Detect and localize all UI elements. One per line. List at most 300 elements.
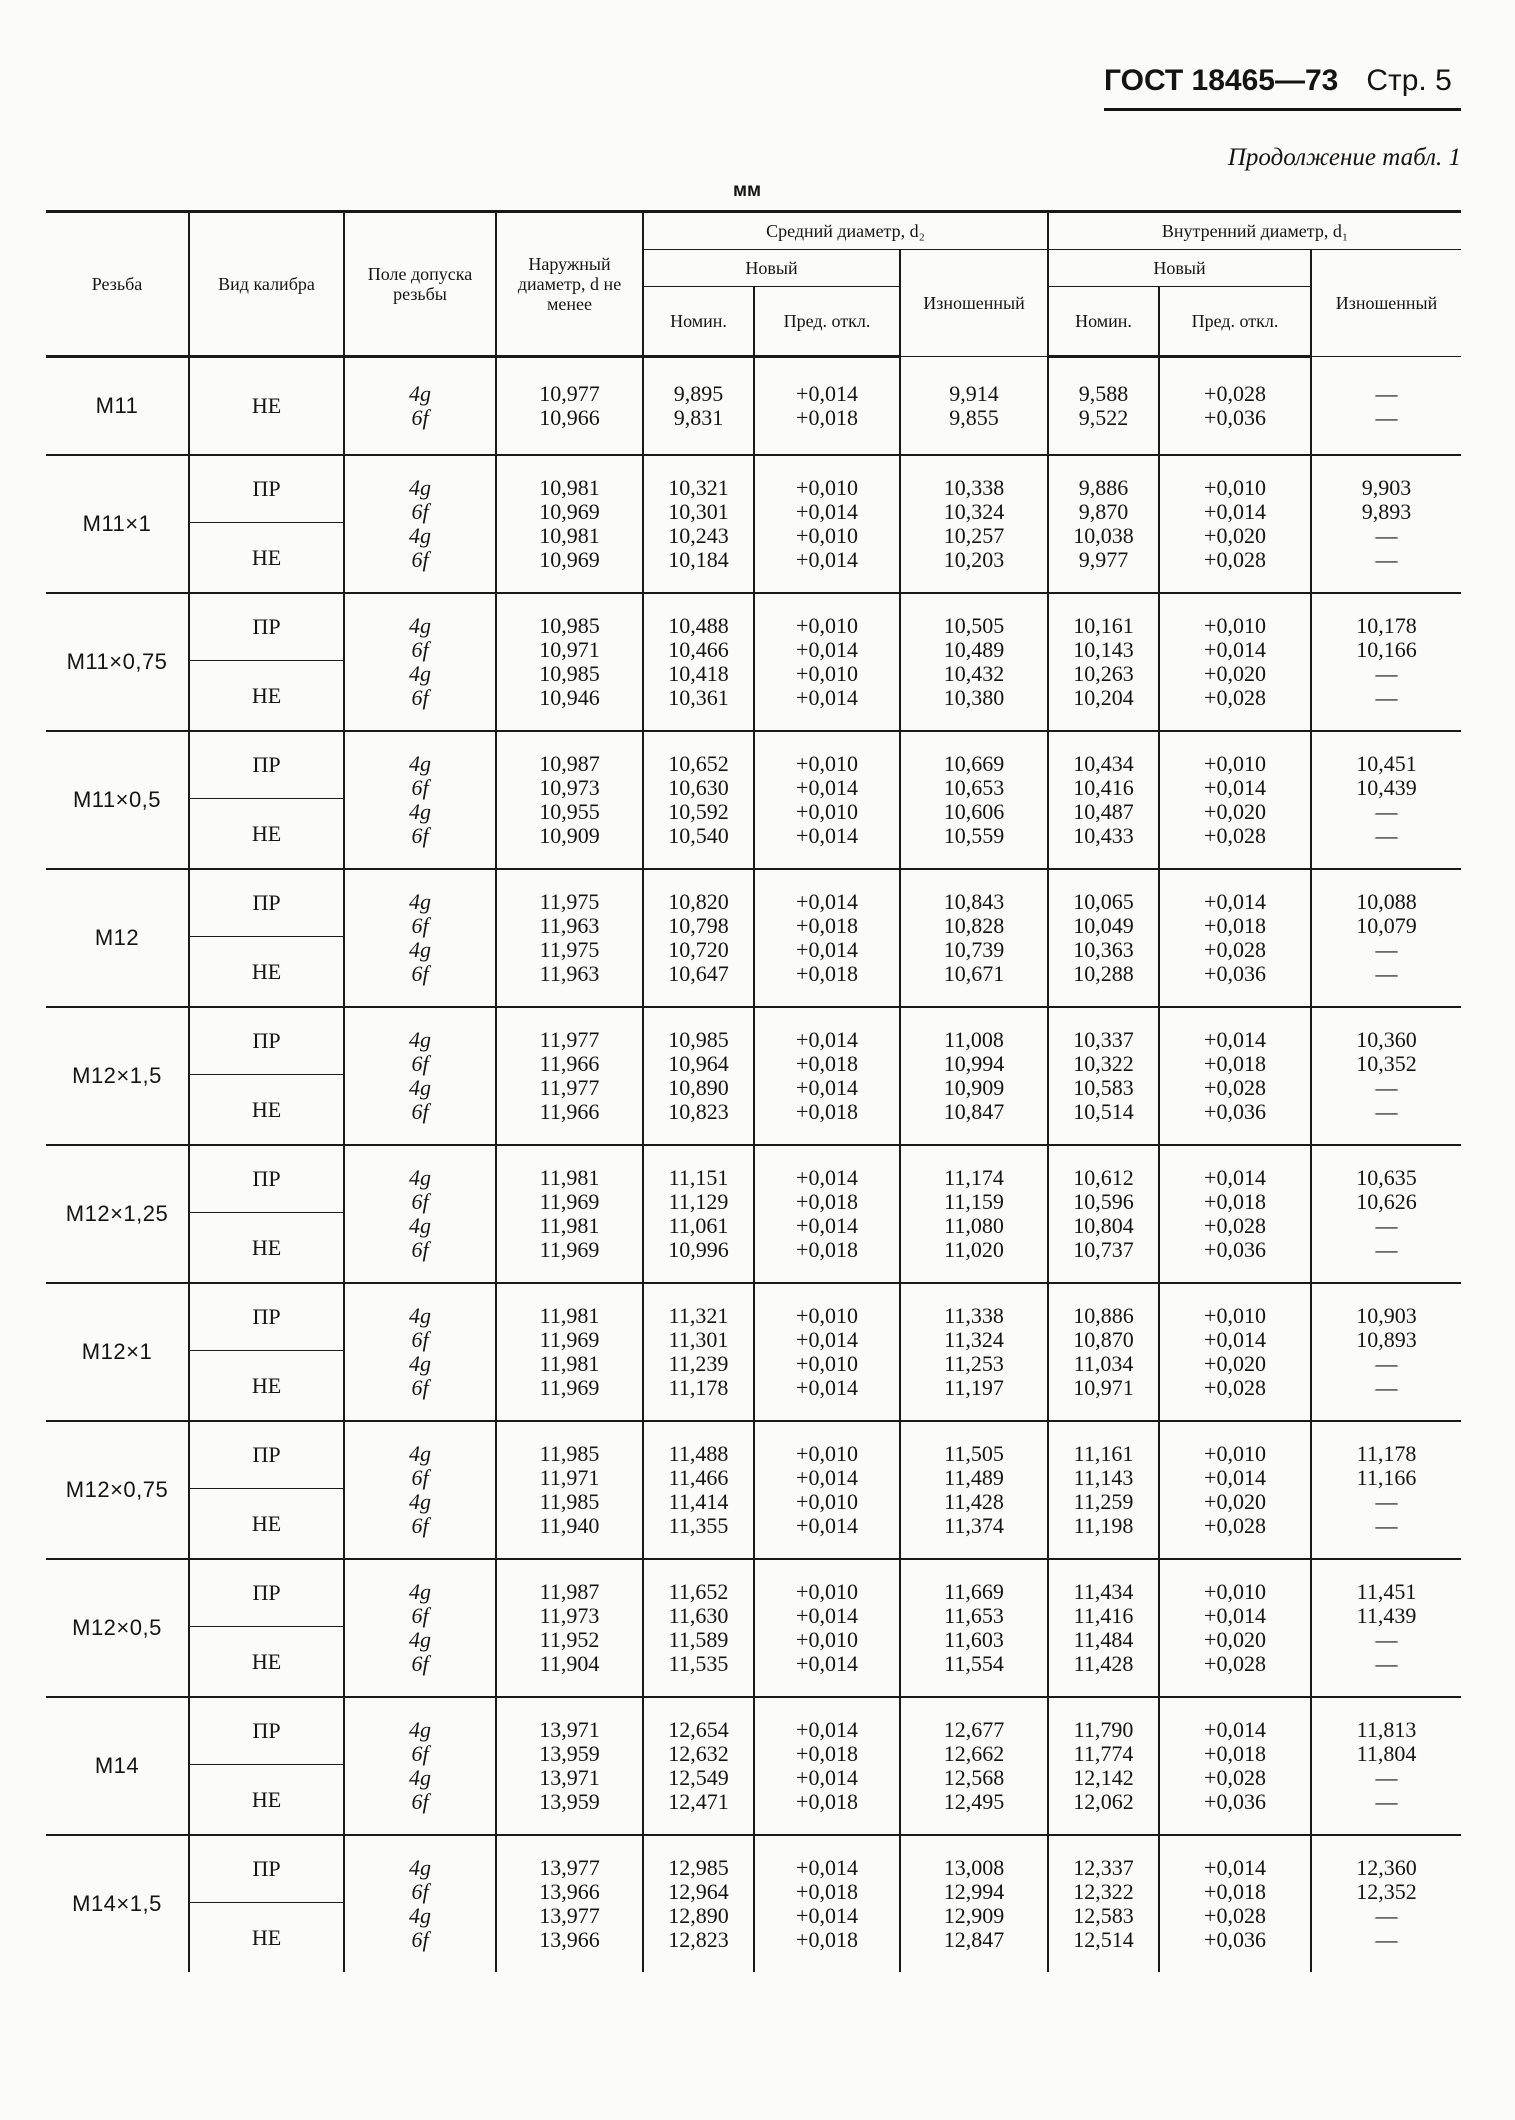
table-cell-value: 10,973 <box>539 775 600 800</box>
gauge-kind: ПР <box>189 1145 344 1213</box>
table-cell-value: — <box>1375 1627 1398 1652</box>
table-cell-value: 11,355 <box>668 1513 729 1538</box>
table-cell-value: 11,416 <box>1073 1603 1134 1628</box>
table-cell-value: 4g <box>409 1213 431 1238</box>
table-cell-value: 13,971 <box>539 1765 600 1790</box>
table-cell-value: +0,018 <box>796 405 858 430</box>
table-cell-value: +0,020 <box>1204 1489 1266 1514</box>
table-cell-value: 11,981 <box>539 1351 600 1376</box>
table-cell-value: 10,964 <box>668 1051 729 1076</box>
minor-nominal-values <box>1048 357 1159 456</box>
pitch-deviation-values <box>754 1835 900 1972</box>
table-cell-value: — <box>1375 823 1398 848</box>
table-cell-value: +0,010 <box>796 1489 858 1514</box>
table-cell-value: 11,975 <box>539 937 600 962</box>
table-cell-value: +0,014 <box>796 499 858 524</box>
table-cell-value: 10,540 <box>668 823 729 848</box>
table-cell-value: 11,338 <box>944 1303 1004 1328</box>
table-cell-value: 10,798 <box>668 913 729 938</box>
table-cell-value: 11,439 <box>1356 1603 1417 1628</box>
tolerance-values <box>344 1835 496 1972</box>
table-cell-value: 12,360 <box>1356 1855 1417 1880</box>
table-cell-value: 4g <box>409 1855 431 1880</box>
table-cell-value: — <box>1375 1351 1398 1376</box>
table-cell-value: 10,985 <box>668 1027 729 1052</box>
minor-worn-values <box>1311 1145 1461 1283</box>
table-cell-value: 4g <box>409 1165 431 1190</box>
table-cell-value: 4g <box>409 1075 431 1100</box>
table-cell-value: 6f <box>411 405 429 430</box>
table-cell-value: +0,010 <box>796 523 858 548</box>
thread-row-group <box>46 869 1461 1007</box>
table-cell-value: 9,831 <box>673 405 724 430</box>
table-cell-value: 10,418 <box>668 661 729 686</box>
table-cell-value: 10,647 <box>668 961 729 986</box>
minor-deviation-values <box>1159 1145 1311 1283</box>
thread-designation: М12×1,5 <box>46 1007 189 1145</box>
table-cell-value: — <box>1375 1765 1398 1790</box>
table-cell-value: 4g <box>409 1627 431 1652</box>
gauge-kind: ПР <box>189 1283 344 1351</box>
gauge-kind: НЕ <box>189 799 344 870</box>
table-cell-value: 10,416 <box>1073 775 1134 800</box>
gauge-kind: ПР <box>189 869 344 937</box>
tolerance-values <box>344 731 496 869</box>
table-cell-value: +0,014 <box>796 1327 858 1352</box>
table-cell-value: 11,630 <box>668 1603 729 1628</box>
table-cell-value: +0,014 <box>796 889 858 914</box>
major-diameter-values <box>496 731 643 869</box>
table-cell-value: 11,966 <box>539 1051 600 1076</box>
table-cell-value: +0,014 <box>1204 1327 1266 1352</box>
pitch-deviation-values <box>754 357 900 456</box>
table-cell-value: 11,488 <box>668 1441 729 1466</box>
minor-nominal-values <box>1048 731 1159 869</box>
gauge-kind: ПР <box>189 1835 344 1903</box>
table-cell-value: 12,662 <box>943 1741 1005 1766</box>
minor-deviation-values <box>1159 455 1311 593</box>
minor-worn-values <box>1311 357 1461 456</box>
page-header <box>1104 64 1452 98</box>
gauge-kind: ПР <box>189 731 344 799</box>
table-cell-value: 10,996 <box>668 1237 729 1262</box>
table-cell-value: 10,653 <box>943 775 1005 800</box>
pitch-deviation-values <box>754 1145 900 1283</box>
table-cell-value: +0,010 <box>1204 751 1266 776</box>
table-cell-value: 10,630 <box>668 775 729 800</box>
table-cell-value: 11,963 <box>539 913 600 938</box>
table-cell-value: 10,432 <box>943 661 1005 686</box>
table-cell-value: 10,301 <box>668 499 729 524</box>
table-cell-value: 11,774 <box>1073 1741 1134 1766</box>
pitch-worn-values <box>900 869 1048 1007</box>
table-cell-value: 12,568 <box>943 1765 1005 1790</box>
table-cell-value: 10,669 <box>943 751 1005 776</box>
gauge-kind: ПР <box>189 1421 344 1489</box>
table-cell-value: 10,946 <box>539 685 600 710</box>
table-cell-value: +0,020 <box>1204 661 1266 686</box>
pitch-nominal-values <box>643 1835 754 1972</box>
table-cell-value: 10,433 <box>1073 823 1134 848</box>
table-cell-value: +0,014 <box>796 1513 858 1538</box>
table-cell-value: 12,847 <box>943 1927 1005 1952</box>
minor-deviation-values <box>1159 1283 1311 1421</box>
table-cell-value: 6f <box>411 823 429 848</box>
table-cell-value: 6f <box>411 1927 429 1952</box>
table-row <box>46 1283 1461 1351</box>
pitch-worn-values <box>900 1007 1048 1145</box>
pitch-nominal-values <box>643 1697 754 1835</box>
table-cell-value: 12,062 <box>1073 1789 1134 1814</box>
major-diameter-values <box>496 593 643 731</box>
table-cell-value: 10,434 <box>1073 751 1134 776</box>
gauge-kind: ПР <box>189 593 344 661</box>
table-cell-value: 11,535 <box>668 1651 729 1676</box>
table-row <box>46 593 1461 661</box>
gauge-kind: НЕ <box>189 1075 344 1146</box>
major-diameter-values <box>496 1283 643 1421</box>
gauge-kind: НЕ <box>189 937 344 1008</box>
table-cell-value: 9,977 <box>1078 547 1129 572</box>
table-cell-value: 10,322 <box>1073 1051 1134 1076</box>
table-cell-value: 11,971 <box>539 1465 600 1490</box>
table-row <box>46 869 1461 937</box>
table-cell-value: 6f <box>411 1879 429 1904</box>
table-cell-value: 11,197 <box>944 1375 1004 1400</box>
table-cell-value: 4g <box>409 613 431 638</box>
table-cell-value: +0,010 <box>796 1579 858 1604</box>
table-cell-value: 10,612 <box>1073 1165 1134 1190</box>
table-cell-value: 10,321 <box>668 475 729 500</box>
table-cell-value: +0,018 <box>1204 1741 1266 1766</box>
table-cell-value: 10,088 <box>1356 889 1417 914</box>
table-cell-value: 10,823 <box>668 1099 729 1124</box>
table-row <box>46 1007 1461 1075</box>
major-diameter-values <box>496 1007 643 1145</box>
table-cell-value: 11,324 <box>944 1327 1004 1352</box>
table-cell-value: 11,603 <box>944 1627 1004 1652</box>
table-cell-value: 11,505 <box>944 1441 1004 1466</box>
major-diameter-values <box>496 1421 643 1559</box>
column-header-minor-deviation: Пред. откл. <box>1159 287 1311 357</box>
table-cell-value: +0,014 <box>1204 1165 1266 1190</box>
table-cell-value: 10,652 <box>668 751 729 776</box>
column-header-pitch-diameter: Средний диаметр, d₂ <box>643 212 1048 250</box>
table-cell-value: 6f <box>411 1375 429 1400</box>
column-header-pitch-nominal: Номин. <box>643 287 754 357</box>
table-cell-value: 10,847 <box>943 1099 1005 1124</box>
table-cell-value: 4g <box>409 1579 431 1604</box>
table-cell-value: 9,588 <box>1078 381 1129 406</box>
table-cell-value: 10,583 <box>1073 1075 1134 1100</box>
units-label: мм <box>733 180 762 201</box>
table-cell-value: 6f <box>411 1327 429 1352</box>
table-cell-value: — <box>1375 404 1398 430</box>
table-cell-value: 4g <box>409 381 431 406</box>
table-cell-value: 6f <box>411 961 429 986</box>
minor-nominal-values <box>1048 1421 1159 1559</box>
column-header-thread: Резьба <box>46 212 189 357</box>
column-header-minor-diameter: Внутренний диаметр, d₁ <box>1048 212 1461 250</box>
table-cell-value: 10,166 <box>1356 637 1417 662</box>
table-cell-value: +0,014 <box>1204 1855 1266 1880</box>
table-continuation-note: Продолжение табл. 1 <box>1227 144 1461 171</box>
table-cell-value: 6f <box>411 913 429 938</box>
pitch-worn-values <box>900 731 1048 869</box>
table-cell-value: 10,049 <box>1073 913 1134 938</box>
thread-row-group <box>46 1421 1461 1559</box>
table-cell-value: 11,987 <box>539 1579 600 1604</box>
gauge-kind: НЕ <box>189 1213 344 1284</box>
table-cell-value: +0,028 <box>1204 1513 1266 1538</box>
table-cell-value: 12,909 <box>943 1903 1005 1928</box>
table-cell-value: 9,914 <box>949 380 999 406</box>
table-cell-value: 10,739 <box>943 937 1005 962</box>
table-cell-value: 11,963 <box>539 961 600 986</box>
table-cell-value: 10,994 <box>943 1051 1005 1076</box>
table-cell-value: 12,142 <box>1073 1765 1134 1790</box>
table-cell-value: 10,737 <box>1073 1237 1134 1262</box>
table-cell-value: 10,971 <box>539 637 600 662</box>
table-cell-value: +0,014 <box>796 1027 858 1052</box>
thread-row-group <box>46 593 1461 731</box>
table-cell-value: +0,010 <box>796 661 858 686</box>
table-cell-value: +0,014 <box>796 1465 858 1490</box>
minor-nominal-values <box>1048 1835 1159 1972</box>
table-cell-value: +0,028 <box>1204 1075 1266 1100</box>
table-cell-value: 10,038 <box>1073 523 1134 548</box>
table-cell-value: +0,018 <box>1204 1051 1266 1076</box>
table-cell-value: 4g <box>409 751 431 776</box>
table-cell-value: 10,909 <box>539 823 600 848</box>
table-cell-value: 6f <box>411 1603 429 1628</box>
table-cell-value: +0,020 <box>1204 799 1266 824</box>
table-cell-value: 12,654 <box>668 1717 729 1742</box>
table-cell-value: 10,338 <box>943 475 1005 500</box>
table-cell-value: +0,036 <box>1204 405 1266 430</box>
pitch-worn-values <box>900 1421 1048 1559</box>
table-cell-value: 11,940 <box>539 1513 600 1538</box>
table-cell-value: 11,259 <box>1073 1489 1134 1514</box>
table-cell-value: 9,855 <box>949 404 999 430</box>
table-cell-value: — <box>1375 1789 1398 1814</box>
table-cell-value: 13,977 <box>539 1903 600 1928</box>
thread-row-group <box>46 1835 1461 1972</box>
pitch-deviation-values <box>754 1421 900 1559</box>
table-cell-value: 11,428 <box>944 1489 1004 1514</box>
gauge-kind: НЕ <box>189 1765 344 1836</box>
table-cell-value: +0,014 <box>796 685 858 710</box>
minor-deviation-values <box>1159 731 1311 869</box>
column-header-pitch-worn: Изношенный <box>900 250 1048 357</box>
table-cell-value: 11,813 <box>1356 1717 1417 1742</box>
table-cell-value: +0,020 <box>1204 1627 1266 1652</box>
minor-deviation-values <box>1159 1697 1311 1835</box>
pitch-nominal-values <box>643 357 754 456</box>
minor-deviation-values <box>1159 357 1311 456</box>
table-cell-value: 4g <box>409 475 431 500</box>
table-cell-value: 11,466 <box>668 1465 729 1490</box>
table-cell-value: 10,966 <box>539 405 600 430</box>
table-cell-value: 6f <box>411 1741 429 1766</box>
table-cell-value: 6f <box>411 775 429 800</box>
table-cell-value: +0,014 <box>796 1603 858 1628</box>
table-row <box>46 1559 1461 1627</box>
table-cell-value: 4g <box>409 1717 431 1742</box>
table-cell-value: 11,174 <box>944 1165 1004 1190</box>
table-cell-value: 10,360 <box>1356 1027 1417 1052</box>
pitch-nominal-values <box>643 1145 754 1283</box>
table-cell-value: +0,014 <box>796 1213 858 1238</box>
thread-designation: М12×1 <box>46 1283 189 1421</box>
table-cell-value: +0,014 <box>1204 1465 1266 1490</box>
pitch-nominal-values <box>643 1421 754 1559</box>
table-cell-value: +0,014 <box>796 823 858 848</box>
table-cell-value: 4g <box>409 1903 431 1928</box>
table-cell-value: 11,981 <box>539 1213 600 1238</box>
thread-designation: М12×0,5 <box>46 1559 189 1697</box>
pitch-worn-values <box>900 1283 1048 1421</box>
table-cell-value: — <box>1375 961 1398 986</box>
table-cell-value: 10,596 <box>1073 1189 1134 1214</box>
minor-deviation-values <box>1159 593 1311 731</box>
table-cell-value: +0,010 <box>1204 1441 1266 1466</box>
table-cell-value: 11,020 <box>944 1237 1004 1262</box>
table-cell-value: 11,198 <box>1073 1513 1134 1538</box>
table-cell-value: 6f <box>411 1513 429 1538</box>
table-cell-value: +0,018 <box>796 1741 858 1766</box>
tolerance-values <box>344 1559 496 1697</box>
table-cell-value: 10,184 <box>668 547 729 572</box>
table-cell-value: — <box>1375 1375 1398 1400</box>
table-cell-value: +0,014 <box>796 381 858 406</box>
table-cell-value: 10,985 <box>539 661 600 686</box>
page-number: Стр. 5 <box>1366 64 1452 97</box>
table-cell-value: 12,964 <box>668 1879 729 1904</box>
table-cell-value: 11,554 <box>944 1651 1004 1676</box>
table-cell-value: 12,337 <box>1073 1855 1134 1880</box>
table-cell-value: +0,010 <box>1204 613 1266 638</box>
table-cell-value: +0,010 <box>796 613 858 638</box>
table-cell-value: 6f <box>411 1099 429 1124</box>
thread-designation: М12 <box>46 869 189 1007</box>
pitch-nominal-values <box>643 1007 754 1145</box>
table-cell-value: +0,018 <box>1204 1879 1266 1904</box>
thread-designation: М11 <box>46 357 189 456</box>
table-cell-value: 9,903 <box>1361 475 1412 500</box>
document-id: ГОСТ 18465—73 <box>1104 64 1339 97</box>
table-cell-value: 4g <box>409 1351 431 1376</box>
table-cell-value: +0,010 <box>796 799 858 824</box>
thread-row-group <box>46 1559 1461 1697</box>
table-cell-value: +0,014 <box>796 637 858 662</box>
table-cell-value: 13,959 <box>539 1789 600 1814</box>
table-cell-value: +0,010 <box>1204 1579 1266 1604</box>
table-cell-value: 13,971 <box>539 1717 600 1742</box>
table-cell-value: +0,036 <box>1204 1927 1266 1952</box>
table-cell-value: +0,018 <box>796 1927 858 1952</box>
column-header-tolerance: Поле допуска резьбы <box>344 212 496 357</box>
table-cell-value: 11,669 <box>944 1579 1004 1604</box>
table-cell-value: +0,028 <box>1204 1375 1266 1400</box>
thread-designation: М11×0,75 <box>46 593 189 731</box>
table-cell-value: 11,451 <box>1356 1579 1417 1604</box>
column-header-pitch-new: Новый <box>643 250 900 287</box>
table-cell-value: 10,955 <box>539 799 600 824</box>
table-cell-value: +0,014 <box>796 1075 858 1100</box>
minor-nominal-values <box>1048 1283 1159 1421</box>
table-cell-value: +0,014 <box>1204 889 1266 914</box>
table-cell-value: 11,981 <box>539 1303 600 1328</box>
table-cell-value: 11,977 <box>539 1075 600 1100</box>
pitch-nominal-values <box>643 869 754 1007</box>
minor-worn-values <box>1311 1283 1461 1421</box>
pitch-worn-values <box>900 455 1048 593</box>
table-cell-value: 6f <box>411 1189 429 1214</box>
table-cell-value: +0,018 <box>796 961 858 986</box>
table-cell-value: 4g <box>409 1027 431 1052</box>
minor-worn-values <box>1311 455 1461 593</box>
table-cell-value: 10,361 <box>668 685 729 710</box>
table-cell-value: 10,487 <box>1073 799 1134 824</box>
column-header-minor-nominal: Номин. <box>1048 287 1159 357</box>
table-cell-value: 4g <box>409 889 431 914</box>
table-cell-value: 10,969 <box>539 547 600 572</box>
table-cell-value: +0,018 <box>796 913 858 938</box>
minor-nominal-values <box>1048 593 1159 731</box>
gauge-kind: ПР <box>189 1007 344 1075</box>
table-cell-value: +0,014 <box>1204 1603 1266 1628</box>
minor-worn-values <box>1311 1835 1461 1972</box>
gauge-kind: НЕ <box>189 1627 344 1698</box>
table-cell-value: +0,018 <box>796 1099 858 1124</box>
table-cell-value: 10,352 <box>1356 1051 1417 1076</box>
minor-worn-values <box>1311 1421 1461 1559</box>
pitch-nominal-values <box>643 731 754 869</box>
table-cell-value: +0,010 <box>796 1627 858 1652</box>
table-cell-value: +0,014 <box>1204 775 1266 800</box>
thread-row-group <box>46 455 1461 593</box>
table-cell-value: +0,028 <box>1204 381 1266 406</box>
minor-deviation-values <box>1159 869 1311 1007</box>
table-cell-value: 10,626 <box>1356 1189 1417 1214</box>
table-cell-value: — <box>1375 1099 1398 1124</box>
minor-nominal-values <box>1048 1697 1159 1835</box>
pitch-worn-values <box>900 1559 1048 1697</box>
table-cell-value: 10,288 <box>1073 961 1134 986</box>
table-cell-value: 6f <box>411 1237 429 1262</box>
thread-designation: М11×0,5 <box>46 731 189 869</box>
table-cell-value: 6f <box>411 1651 429 1676</box>
tolerance-values <box>344 1697 496 1835</box>
minor-nominal-values <box>1048 869 1159 1007</box>
table-cell-value: 11,975 <box>539 889 600 914</box>
table-cell-value: 10,439 <box>1356 775 1417 800</box>
table-cell-value: 9,893 <box>1361 499 1412 524</box>
table-cell-value: 11,178 <box>1356 1441 1417 1466</box>
table-cell-value: +0,014 <box>796 937 858 962</box>
minor-worn-values <box>1311 869 1461 1007</box>
table-cell-value: +0,028 <box>1204 1765 1266 1790</box>
table-cell-value: 11,969 <box>539 1375 600 1400</box>
pitch-deviation-values <box>754 593 900 731</box>
table-cell-value: +0,014 <box>796 547 858 572</box>
tolerance-values <box>344 593 496 731</box>
table-cell-value: 10,324 <box>943 499 1005 524</box>
table-cell-value: +0,014 <box>796 1717 858 1742</box>
table-cell-value: 10,337 <box>1073 1027 1134 1052</box>
table-cell-value: 11,484 <box>1073 1627 1134 1652</box>
